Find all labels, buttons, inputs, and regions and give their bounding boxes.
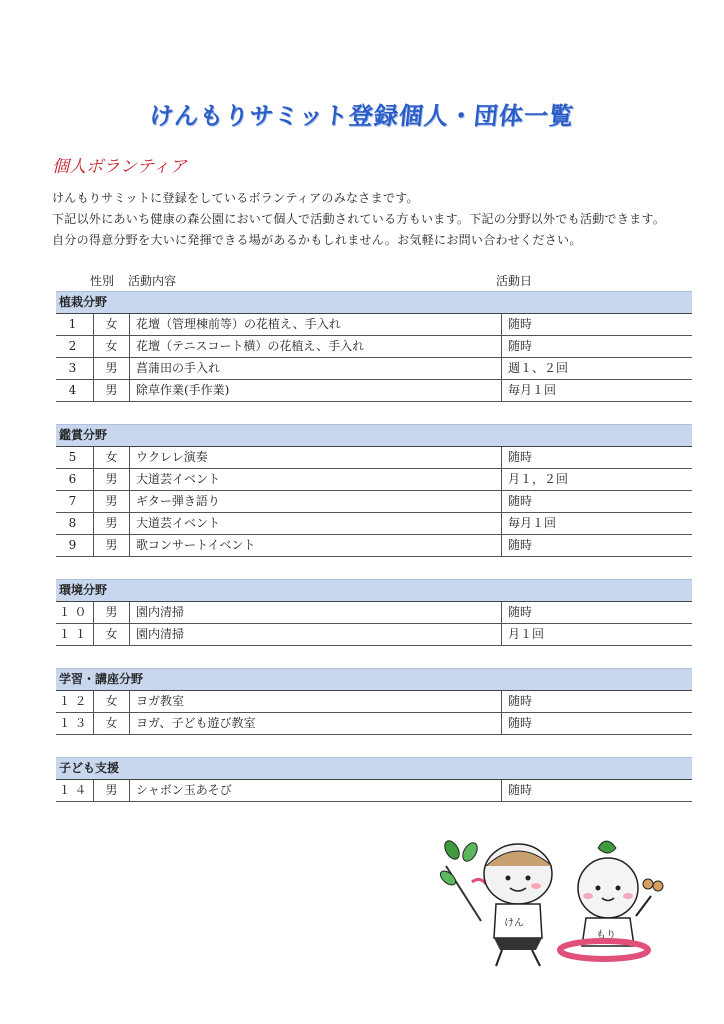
intro-text (52, 188, 692, 251)
table-row (56, 535, 692, 557)
gender-cell: 男 (94, 491, 130, 512)
row-number: 8 (56, 513, 94, 534)
table-row (56, 602, 692, 624)
intro-line: 自分の得意分野を大いに発揮できる場があるかもしれません。お気軽にお問い合わせください。 (52, 233, 582, 247)
day-cell: 随時 (508, 605, 533, 619)
gender-column-header: 性別 (90, 274, 115, 288)
column-headers (56, 272, 692, 290)
day-cell: 毎月１回 (508, 516, 557, 530)
day-cell: 毎月１回 (508, 383, 557, 397)
row-number: 9 (56, 535, 94, 556)
table-row (56, 314, 692, 336)
table-row (56, 713, 692, 735)
activity-cell: 歌コンサートイベント (130, 535, 502, 556)
day-cell: 月１回 (508, 627, 545, 641)
gender-cell: 男 (94, 602, 130, 623)
day-column-header: 活動日 (496, 274, 533, 288)
kenmori-mascot-illustration (436, 826, 666, 976)
row-number: 4 (56, 380, 94, 401)
row-number: 2 (56, 336, 94, 357)
day-cell: 随時 (508, 339, 533, 353)
gender-cell: 女 (94, 713, 130, 734)
gender-cell: 男 (94, 469, 130, 490)
category-table (56, 757, 692, 802)
intro-line: けんもりサミットに登録をしているボランティアのみなさまです。 (52, 191, 419, 205)
day-cell: 随時 (508, 494, 533, 508)
row-number: 1 (56, 314, 94, 335)
activity-cell: 花壇（管理棟前等）の花植え、手入れ (130, 314, 502, 335)
activity-cell: 園内清掃 (130, 624, 502, 645)
intro-line: 下記以外にあいち健康の森公園において個人で活動されている方もいます。下記の分野以外でも活動できます。 (52, 212, 666, 226)
gender-cell: 女 (94, 691, 130, 712)
activity-cell: 大道芸イベント (130, 513, 502, 534)
gender-cell: 男 (94, 535, 130, 556)
gender-cell: 男 (94, 513, 130, 534)
table-row (56, 380, 692, 402)
table-row (56, 336, 692, 358)
mascot-label-ken: けん (504, 918, 524, 929)
day-cell: 随時 (508, 716, 533, 730)
table-row (56, 469, 692, 491)
category-table (56, 424, 692, 557)
day-cell: 随時 (508, 694, 533, 708)
gender-cell: 男 (94, 780, 130, 801)
gender-cell: 女 (94, 336, 130, 357)
category-heading: 植栽分野 (56, 291, 692, 314)
volunteer-tables (56, 291, 692, 824)
activity-cell: 除草作業(手作業) (130, 380, 502, 401)
activity-cell: 菖蒲田の手入れ (130, 358, 502, 379)
table-row (56, 491, 692, 513)
category-heading: 学習・講座分野 (56, 668, 692, 691)
section-heading: 個人ボランティア (52, 157, 187, 177)
mascot-label-mori: もり (596, 930, 616, 941)
activity-cell: ヨガ教室 (130, 691, 502, 712)
activity-cell: 大道芸イベント (130, 469, 502, 490)
activity-cell: 園内清掃 (130, 602, 502, 623)
category-table (56, 291, 692, 402)
row-number: １１ (56, 624, 94, 645)
row-number: １３ (56, 713, 94, 734)
table-row (56, 780, 692, 802)
gender-cell: 女 (94, 314, 130, 335)
row-number: １４ (56, 780, 94, 801)
table-row (56, 358, 692, 380)
page-title: けんもりサミット登録個人・団体一覧 (148, 102, 576, 130)
activity-column-header: 活動内容 (128, 274, 177, 288)
table-row (56, 691, 692, 713)
day-cell: 随時 (508, 317, 533, 331)
day-cell: 随時 (508, 538, 533, 552)
gender-cell: 女 (94, 624, 130, 645)
category-table (56, 579, 692, 646)
row-number: 5 (56, 447, 94, 468)
row-number: １０ (56, 602, 94, 623)
day-cell: 随時 (508, 450, 533, 464)
table-row (56, 447, 692, 469)
gender-cell: 男 (94, 358, 130, 379)
row-number: １２ (56, 691, 94, 712)
category-heading: 鑑賞分野 (56, 424, 692, 447)
gender-cell: 男 (94, 380, 130, 401)
day-cell: 月１，２回 (508, 472, 569, 486)
category-heading: 子ども支援 (56, 757, 692, 780)
gender-cell: 女 (94, 447, 130, 468)
row-number: 7 (56, 491, 94, 512)
table-row (56, 624, 692, 646)
activity-cell: 花壇（テニスコート横）の花植え、手入れ (130, 336, 502, 357)
activity-cell: ヨガ、子ども遊び教室 (130, 713, 502, 734)
activity-cell: ギター弾き語り (130, 491, 502, 512)
row-number: 6 (56, 469, 94, 490)
activity-cell: シャボン玉あそび (130, 780, 502, 801)
category-table (56, 668, 692, 735)
day-cell: 週１、２回 (508, 361, 569, 375)
day-cell: 随時 (508, 783, 533, 797)
category-heading: 環境分野 (56, 579, 692, 602)
table-row (56, 513, 692, 535)
row-number: 3 (56, 358, 94, 379)
activity-cell: ウクレレ演奏 (130, 447, 502, 468)
